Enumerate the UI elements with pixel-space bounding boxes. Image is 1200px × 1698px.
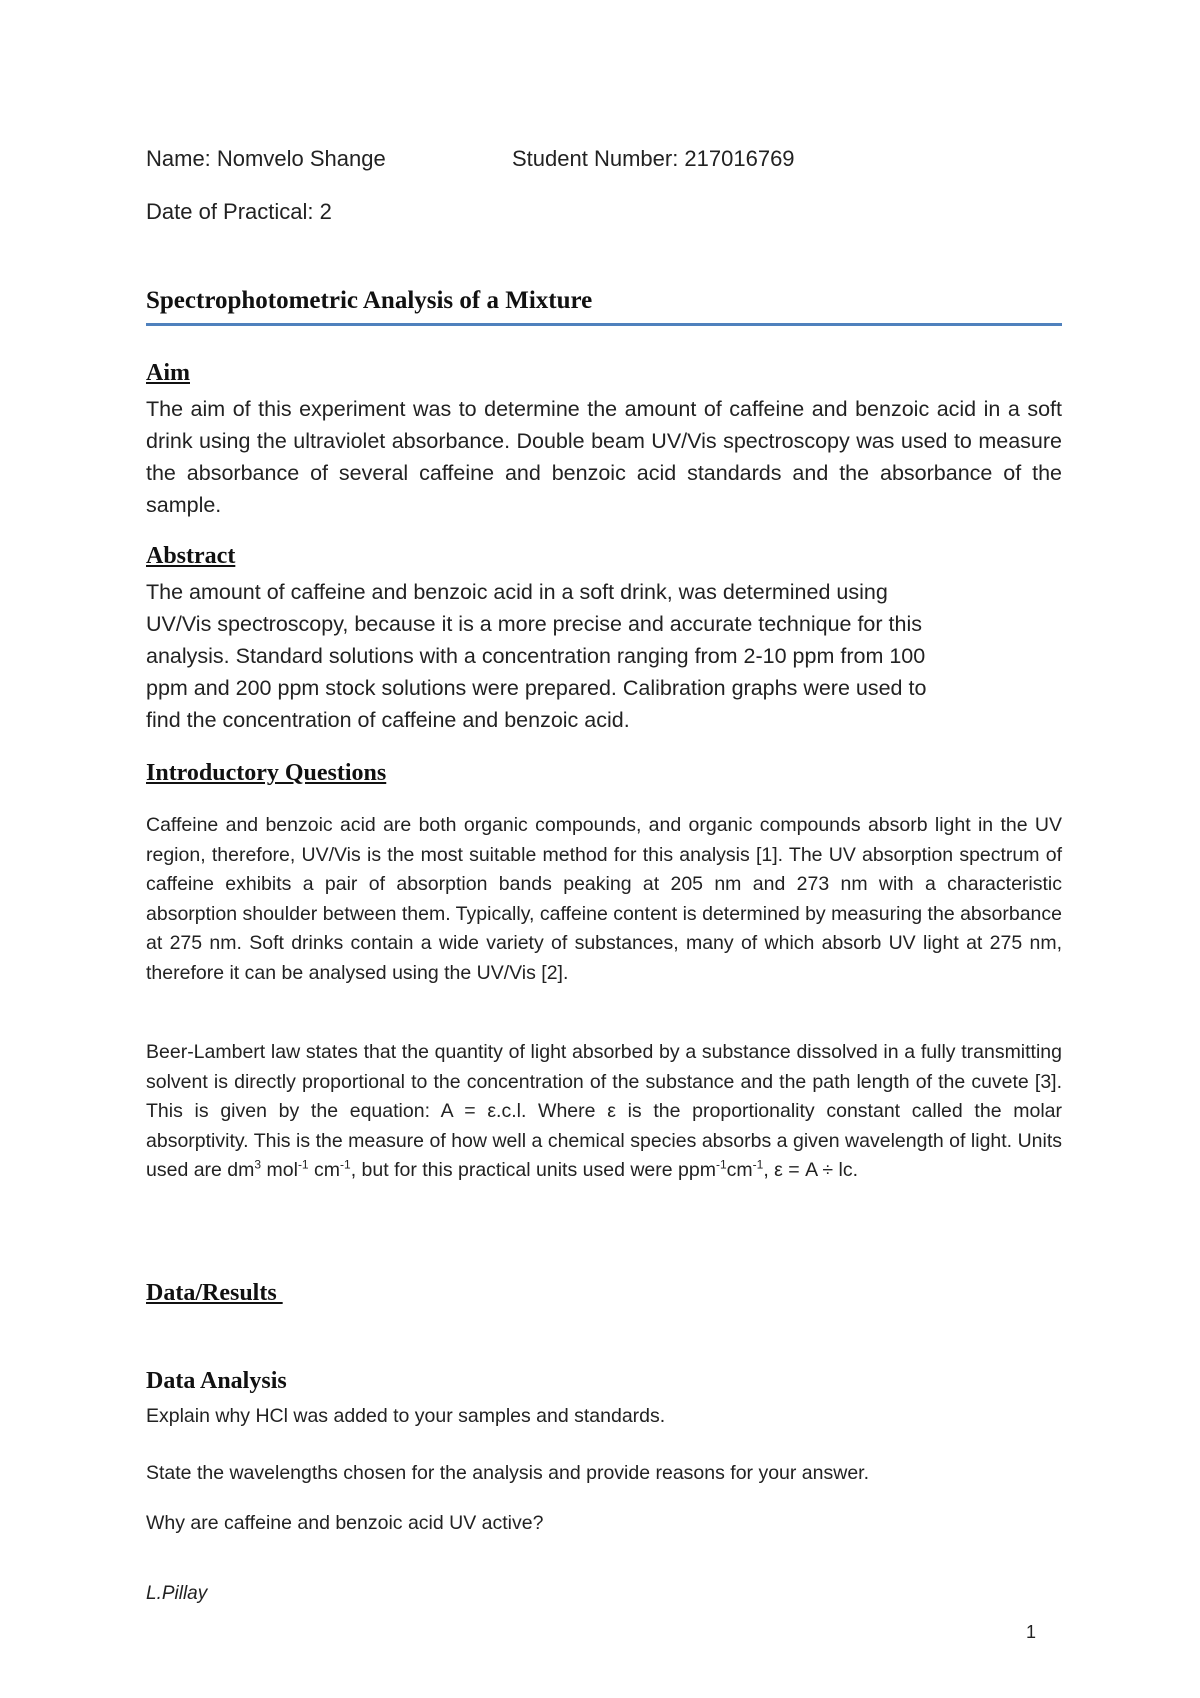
- abstract-line: ppm and 200 ppm stock solutions were prepared. Calibration graphs were used to: [146, 676, 927, 700]
- superscript: -1: [297, 1157, 309, 1172]
- abstract-line: UV/Vis spectroscopy, because it is a more precise and accurate technique for this: [146, 612, 922, 636]
- document-title: Spectrophotometric Analysis of a Mixture: [146, 287, 593, 314]
- intro-paragraph-1: Caffeine and benzoic acid are both organic compounds, and organic compounds absorb light in the UV region, therefore, UV/Vis is the most suitable method for this analysis [1]. The UV absorption spectrum of caffeine exhibits a pair of absorption bands peaking at 205 nm and 273 nm with a characteristic absorption shoulder between them. Typically, caffeine content is determined by measuring the absorbance at 275 nm. Soft drinks contain a wide variety of substances, many of which absorb UV light at 275 nm, therefore it can be analysed using the UV/Vis [2].: [146, 814, 1062, 984]
- paragraph-text: mol: [261, 1159, 298, 1181]
- superscript: 3: [254, 1157, 262, 1172]
- paragraph-text: cm: [726, 1159, 753, 1181]
- footer-author: L.Pillay: [146, 1583, 208, 1604]
- paragraph-text: , but for this practical units used were ppm: [350, 1159, 716, 1181]
- analysis-question: State the wavelengths chosen for the analysis and provide reasons for your answer.: [146, 1462, 870, 1484]
- intro-paragraph-2: [146, 1038, 1062, 1186]
- practical-date: Date of Practical: 2: [146, 199, 332, 224]
- aim-heading: Aim: [146, 360, 190, 386]
- analysis-question: Explain why HCl was added to your samples and standards.: [146, 1405, 666, 1427]
- abstract-heading: Abstract: [146, 543, 236, 569]
- title-underline-rule: [146, 323, 1062, 326]
- superscript: -1: [340, 1157, 351, 1172]
- student-number: Student Number: 217016769: [512, 146, 795, 171]
- data-results-heading: Data/Results: [146, 1280, 283, 1306]
- abstract-line: find the concentration of caffeine and benzoic acid.: [146, 708, 630, 732]
- intro-heading: Introductory Questions: [146, 760, 387, 786]
- analysis-question: Why are caffeine and benzoic acid UV active?: [146, 1512, 544, 1534]
- aim-text: The aim of this experiment was to determine the amount of caffeine and benzoic acid in a soft drink using the ultraviolet absorbance. Double beam UV/Vis spectroscopy was used to measure the absorbance of several caffeine and benzoic acid standards and the absorbance of the sample.: [146, 397, 1062, 517]
- data-analysis-heading: Data Analysis: [146, 1368, 287, 1394]
- abstract-line: The amount of caffeine and benzoic acid in a soft drink, was determined using: [146, 580, 888, 604]
- paragraph-text: Beer-Lambert law states that the quantity of light absorbed by a substance dissolved in a fully transmitting solvent is directly proportional to the concentration of the substance and the path length of the cuvete [3]. This is given by the equation: A = ε.c.l. Where ε is the proportionality constant called the molar absorptivity. This is the measure of how well a chemical species absorbs a given wavelength of light. Units used are dm: [146, 1041, 1062, 1181]
- student-name: Name: Nomvelo Shange: [146, 146, 386, 171]
- paragraph-text: cm: [308, 1159, 341, 1181]
- abstract-line: analysis. Standard solutions with a concentration ranging from 2-10 ppm from 100: [146, 644, 926, 668]
- page-number: 1: [1026, 1622, 1037, 1642]
- abstract-text: [146, 576, 1062, 736]
- superscript: -1: [715, 1157, 727, 1172]
- paragraph-text: , ε = A ÷ lc.: [763, 1159, 859, 1181]
- superscript: -1: [752, 1157, 764, 1172]
